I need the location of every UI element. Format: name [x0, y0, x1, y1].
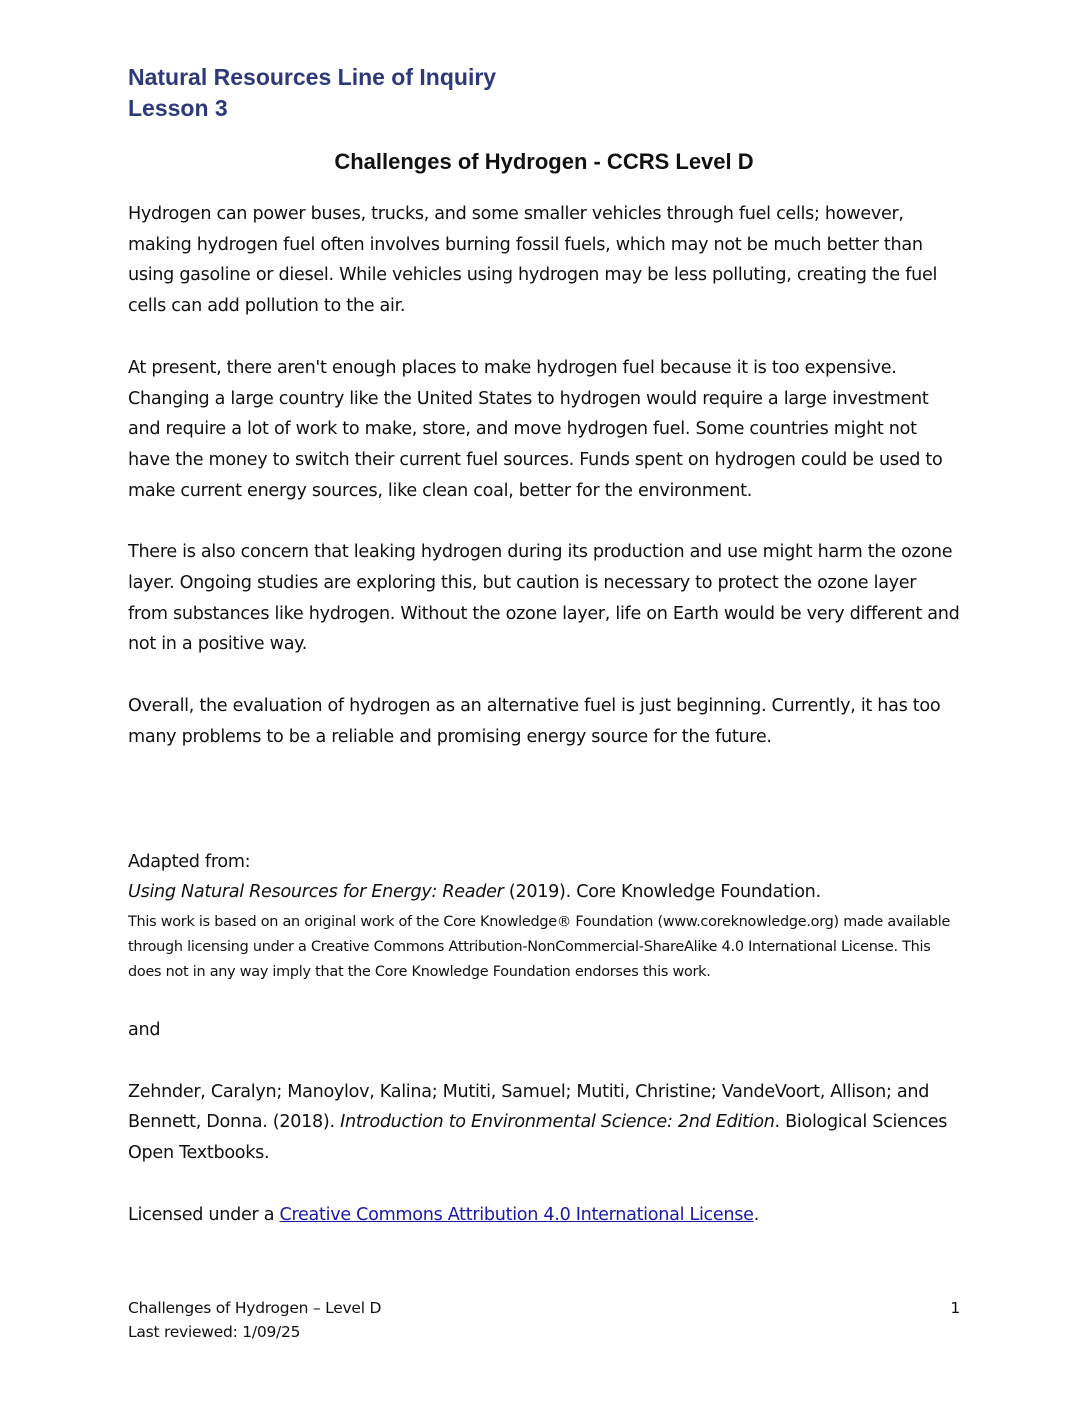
- source-2-details: . Biological Sciences Open Textbooks.: [128, 1112, 948, 1164]
- license-suffix: .: [753, 1204, 759, 1225]
- source-2-citation: [128, 1077, 960, 1169]
- source-1-citation: [128, 877, 960, 908]
- line-of-inquiry-heading: Natural Resources Line of Inquiry: [128, 64, 497, 90]
- paragraph-3: There is also concern that leaking hydrogen during its production and use might harm the ozone layer. Ongoing studies are exploring this, but caution is necessary to protect the ozone layer from substances like hydrogen. Without the ozone layer, life on Earth would be very different and not in a positive way.: [128, 542, 960, 655]
- source-2-authors: Zehnder, Caralyn; Manoylov, Kalina; Mutiti, Samuel; Mutiti, Christine; VandeVoort, Allison; and Bennett, Donna. (2018).: [128, 1081, 930, 1133]
- article-body: [128, 199, 960, 1230]
- license-statement: [128, 1200, 960, 1231]
- document-title: Challenges of Hydrogen - CCRS Level D: [334, 149, 754, 174]
- lesson-header: [128, 62, 960, 124]
- paragraph-4: Overall, the evaluation of hydrogen as an alternative fuel is just beginning. Currently, it has too many problems to be a reliable and promising energy source for the future.: [128, 696, 941, 747]
- license-link[interactable]: Creative Commons Attribution 4.0 International License: [279, 1204, 754, 1225]
- document-page: [128, 62, 960, 1230]
- adapted-from-label: Adapted from:: [128, 851, 251, 872]
- source-1-title: Using Natural Resources for Energy: Reader: [128, 882, 504, 903]
- paragraph-1: Hydrogen can power buses, trucks, and some smaller vehicles through fuel cells; however, making hydrogen fuel often involves burning fossil fuels, which may not be much better than using gasoline or diesel. While vehicles using hydrogen may be less polluting, creating the fuel cells can add pollution to the air.: [128, 204, 938, 317]
- footer-reviewed-date: Last reviewed: 1/09/25: [128, 1323, 301, 1341]
- paragraph-2: At present, there aren't enough places to make hydrogen fuel because it is too expensive. Changing a large country like the United States to hydrogen would require a large investment and require a lot of work to make, store, and move hydrogen fuel. Some countries might not have the money to switch their current fuel sources. Funds spent on hydrogen could be used to make current energy sources, like clean coal, better for the environment.: [128, 357, 943, 501]
- source-2-title: Introduction to Environmental Science: 2nd Edition: [340, 1112, 775, 1133]
- page-footer: [128, 1296, 960, 1344]
- footer-document-name: Challenges of Hydrogen – Level D: [128, 1299, 382, 1317]
- source-1-details: (2019). Core Knowledge Foundation.: [503, 882, 821, 903]
- attribution-section: [128, 847, 960, 1231]
- lesson-number-heading: Lesson 3: [128, 95, 228, 121]
- license-prefix: Licensed under a: [128, 1204, 280, 1225]
- source-1-license-note: This work is based on an original work of the Core Knowledge® Foundation (www.coreknowledge.org) made available through licensing under a Creative Commons Attribution-NonCommercial-ShareAlike 4.0 International License. This does not in any way imply that the Core Knowledge Foundation endorses this work.: [128, 913, 951, 980]
- page-number: 1: [950, 1299, 960, 1317]
- and-separator: and: [128, 1019, 161, 1040]
